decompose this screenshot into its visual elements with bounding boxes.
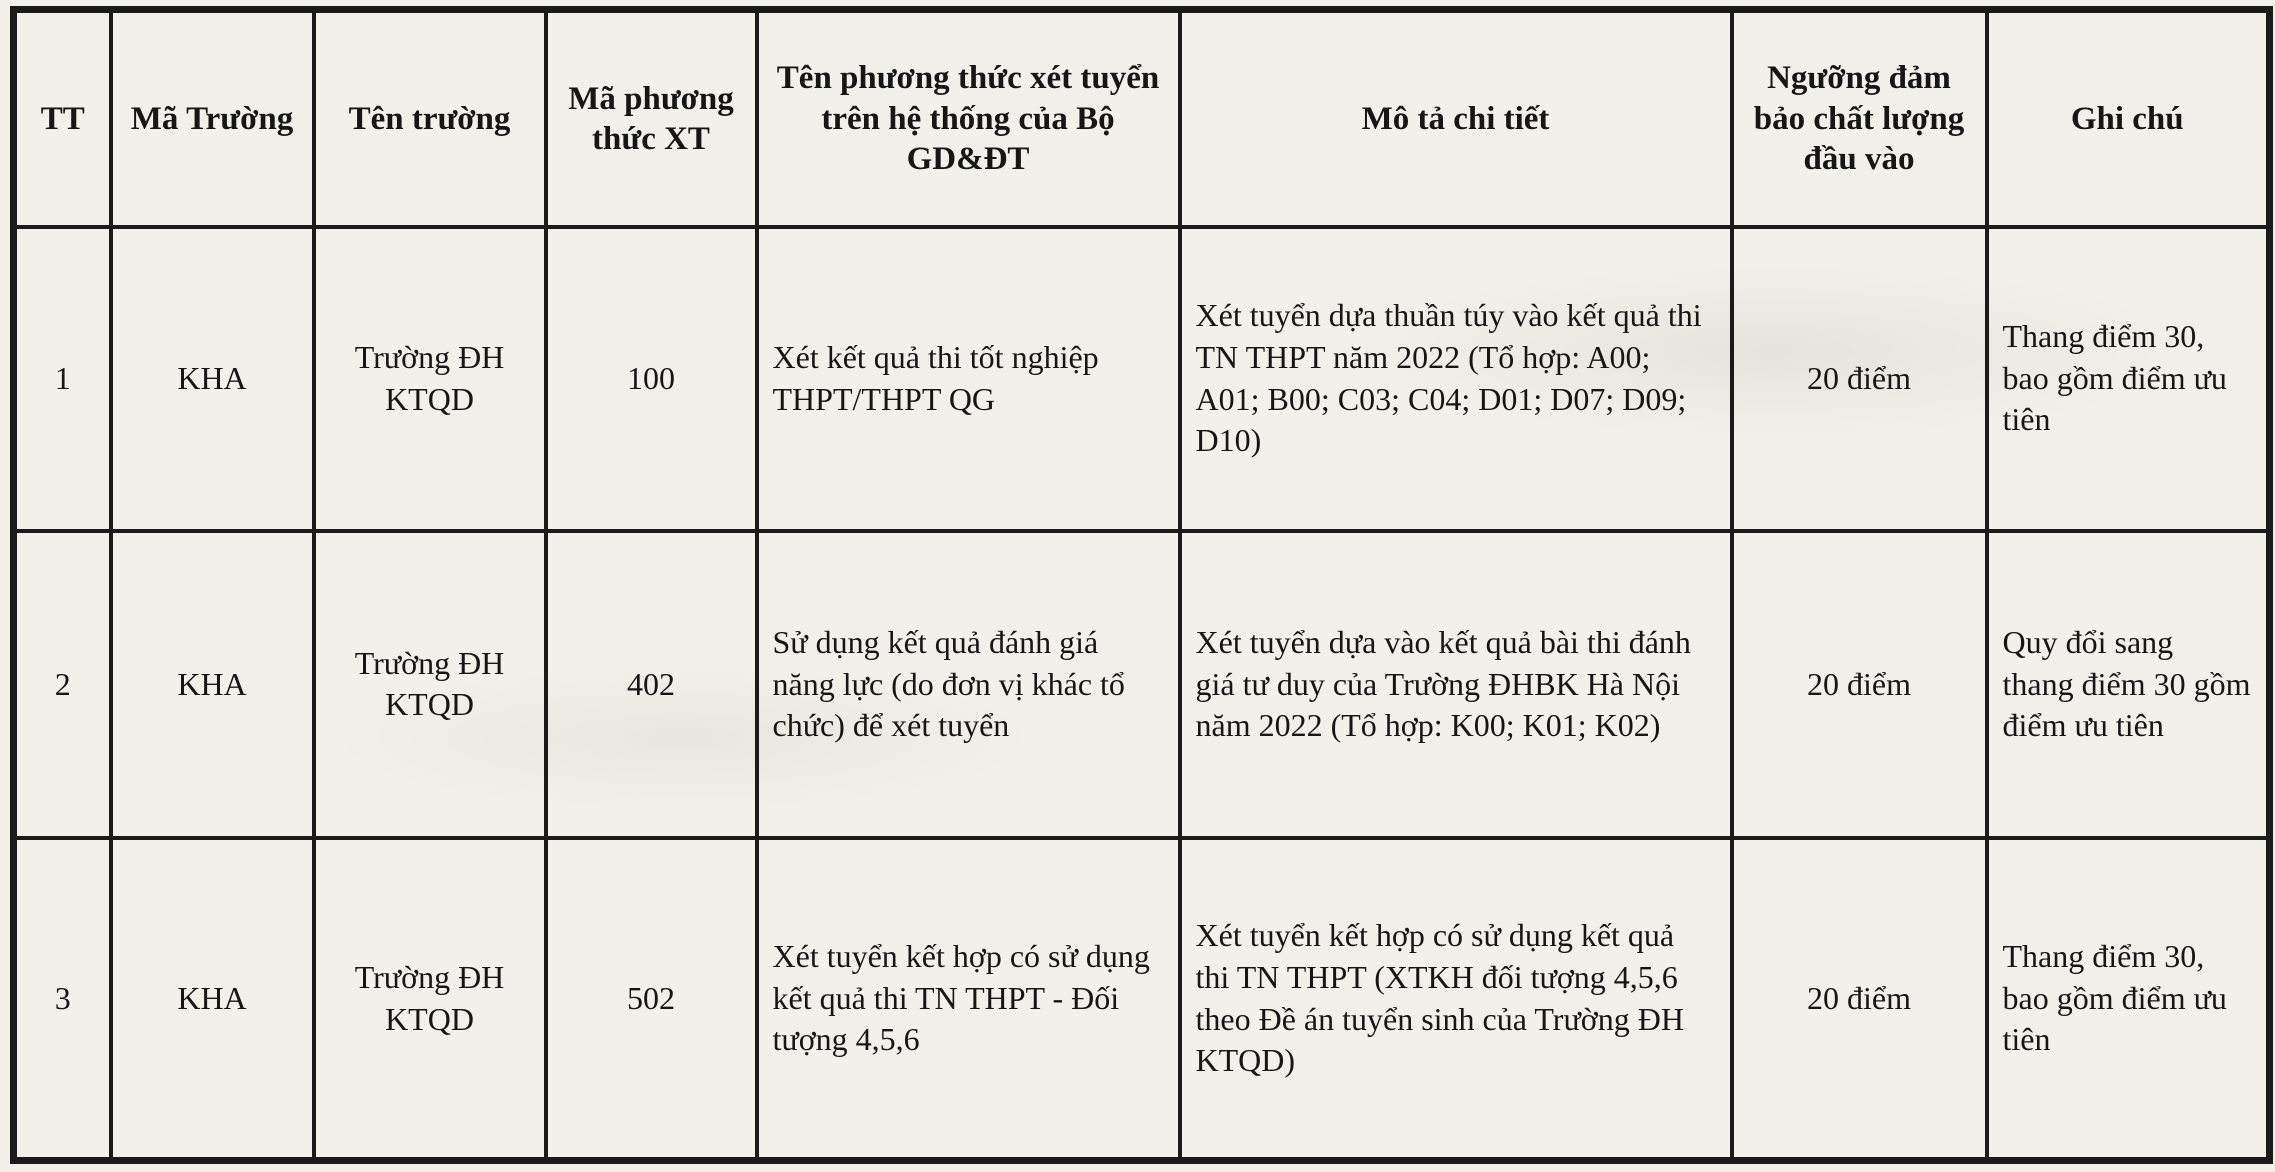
cell-tt: 3	[14, 838, 111, 1161]
cell-ma-truong: KHA	[111, 531, 314, 838]
table-row	[14, 838, 2270, 1161]
table-row	[14, 531, 2270, 838]
header-ma-truong: Mã Trường	[111, 10, 314, 227]
cell-ma-truong: KHA	[111, 227, 314, 531]
header-ma-phuong-thuc-xt: Mã phương thức XT	[546, 10, 757, 227]
header-ten-truong: Tên trường	[314, 10, 546, 227]
cell-ten-phuong-thuc: Xét kết quả thi tốt nghiệp THPT/THPT QG	[757, 227, 1180, 531]
cell-ma-phuong-thuc: 402	[546, 531, 757, 838]
cell-nguong: 20 điểm	[1732, 531, 1987, 838]
table-row	[14, 227, 2270, 531]
header-tt: TT	[14, 10, 111, 227]
cell-ma-truong: KHA	[111, 838, 314, 1161]
cell-ghi-chu: Quy đổi sang thang điểm 30 gồm điểm ưu tiên	[1987, 531, 2270, 838]
cell-mo-ta: Xét tuyển kết hợp có sử dụng kết quả thi TN THPT (XTKH đối tượng 4,5,6 theo Đề án tuyển sinh của Trường ĐH KTQD)	[1180, 838, 1732, 1161]
cell-tt: 1	[14, 227, 111, 531]
cell-ten-phuong-thuc: Sử dụng kết quả đánh giá năng lực (do đơn vị khác tổ chức) để xét tuyển	[757, 531, 1180, 838]
header-nguong-dam-bao: Ngưỡng đảm bảo chất lượng đầu vào	[1732, 10, 1987, 227]
cell-ten-truong: Trường ĐH KTQD	[314, 531, 546, 838]
cell-ma-phuong-thuc: 502	[546, 838, 757, 1161]
table-header-row	[14, 10, 2270, 227]
cell-tt: 2	[14, 531, 111, 838]
cell-mo-ta: Xét tuyển dựa vào kết quả bài thi đánh giá tư duy của Trường ĐHBK Hà Nội năm 2022 (Tổ hợp: K00; K01; K02)	[1180, 531, 1732, 838]
cell-ghi-chu: Thang điểm 30, bao gồm điểm ưu tiên	[1987, 227, 2270, 531]
cell-ten-phuong-thuc: Xét tuyển kết hợp có sử dụng kết quả thi TN THPT - Đối tượng 4,5,6	[757, 838, 1180, 1161]
admission-methods-table	[10, 6, 2273, 1164]
cell-ma-phuong-thuc: 100	[546, 227, 757, 531]
header-ten-phuong-thuc: Tên phương thức xét tuyển trên hệ thống của Bộ GD&ĐT	[757, 10, 1180, 227]
cell-nguong: 20 điểm	[1732, 227, 1987, 531]
cell-ten-truong: Trường ĐH KTQD	[314, 227, 546, 531]
cell-nguong: 20 điểm	[1732, 838, 1987, 1161]
cell-ten-truong: Trường ĐH KTQD	[314, 838, 546, 1161]
header-ghi-chu: Ghi chú	[1987, 10, 2270, 227]
cell-mo-ta: Xét tuyển dựa thuần túy vào kết quả thi TN THPT năm 2022 (Tổ hợp: A00; A01; B00; C03; C04; D01; D07; D09; D10)	[1180, 227, 1732, 531]
cell-ghi-chu: Thang điểm 30, bao gồm điểm ưu tiên	[1987, 838, 2270, 1161]
header-mo-ta-chi-tiet: Mô tả chi tiết	[1180, 10, 1732, 227]
